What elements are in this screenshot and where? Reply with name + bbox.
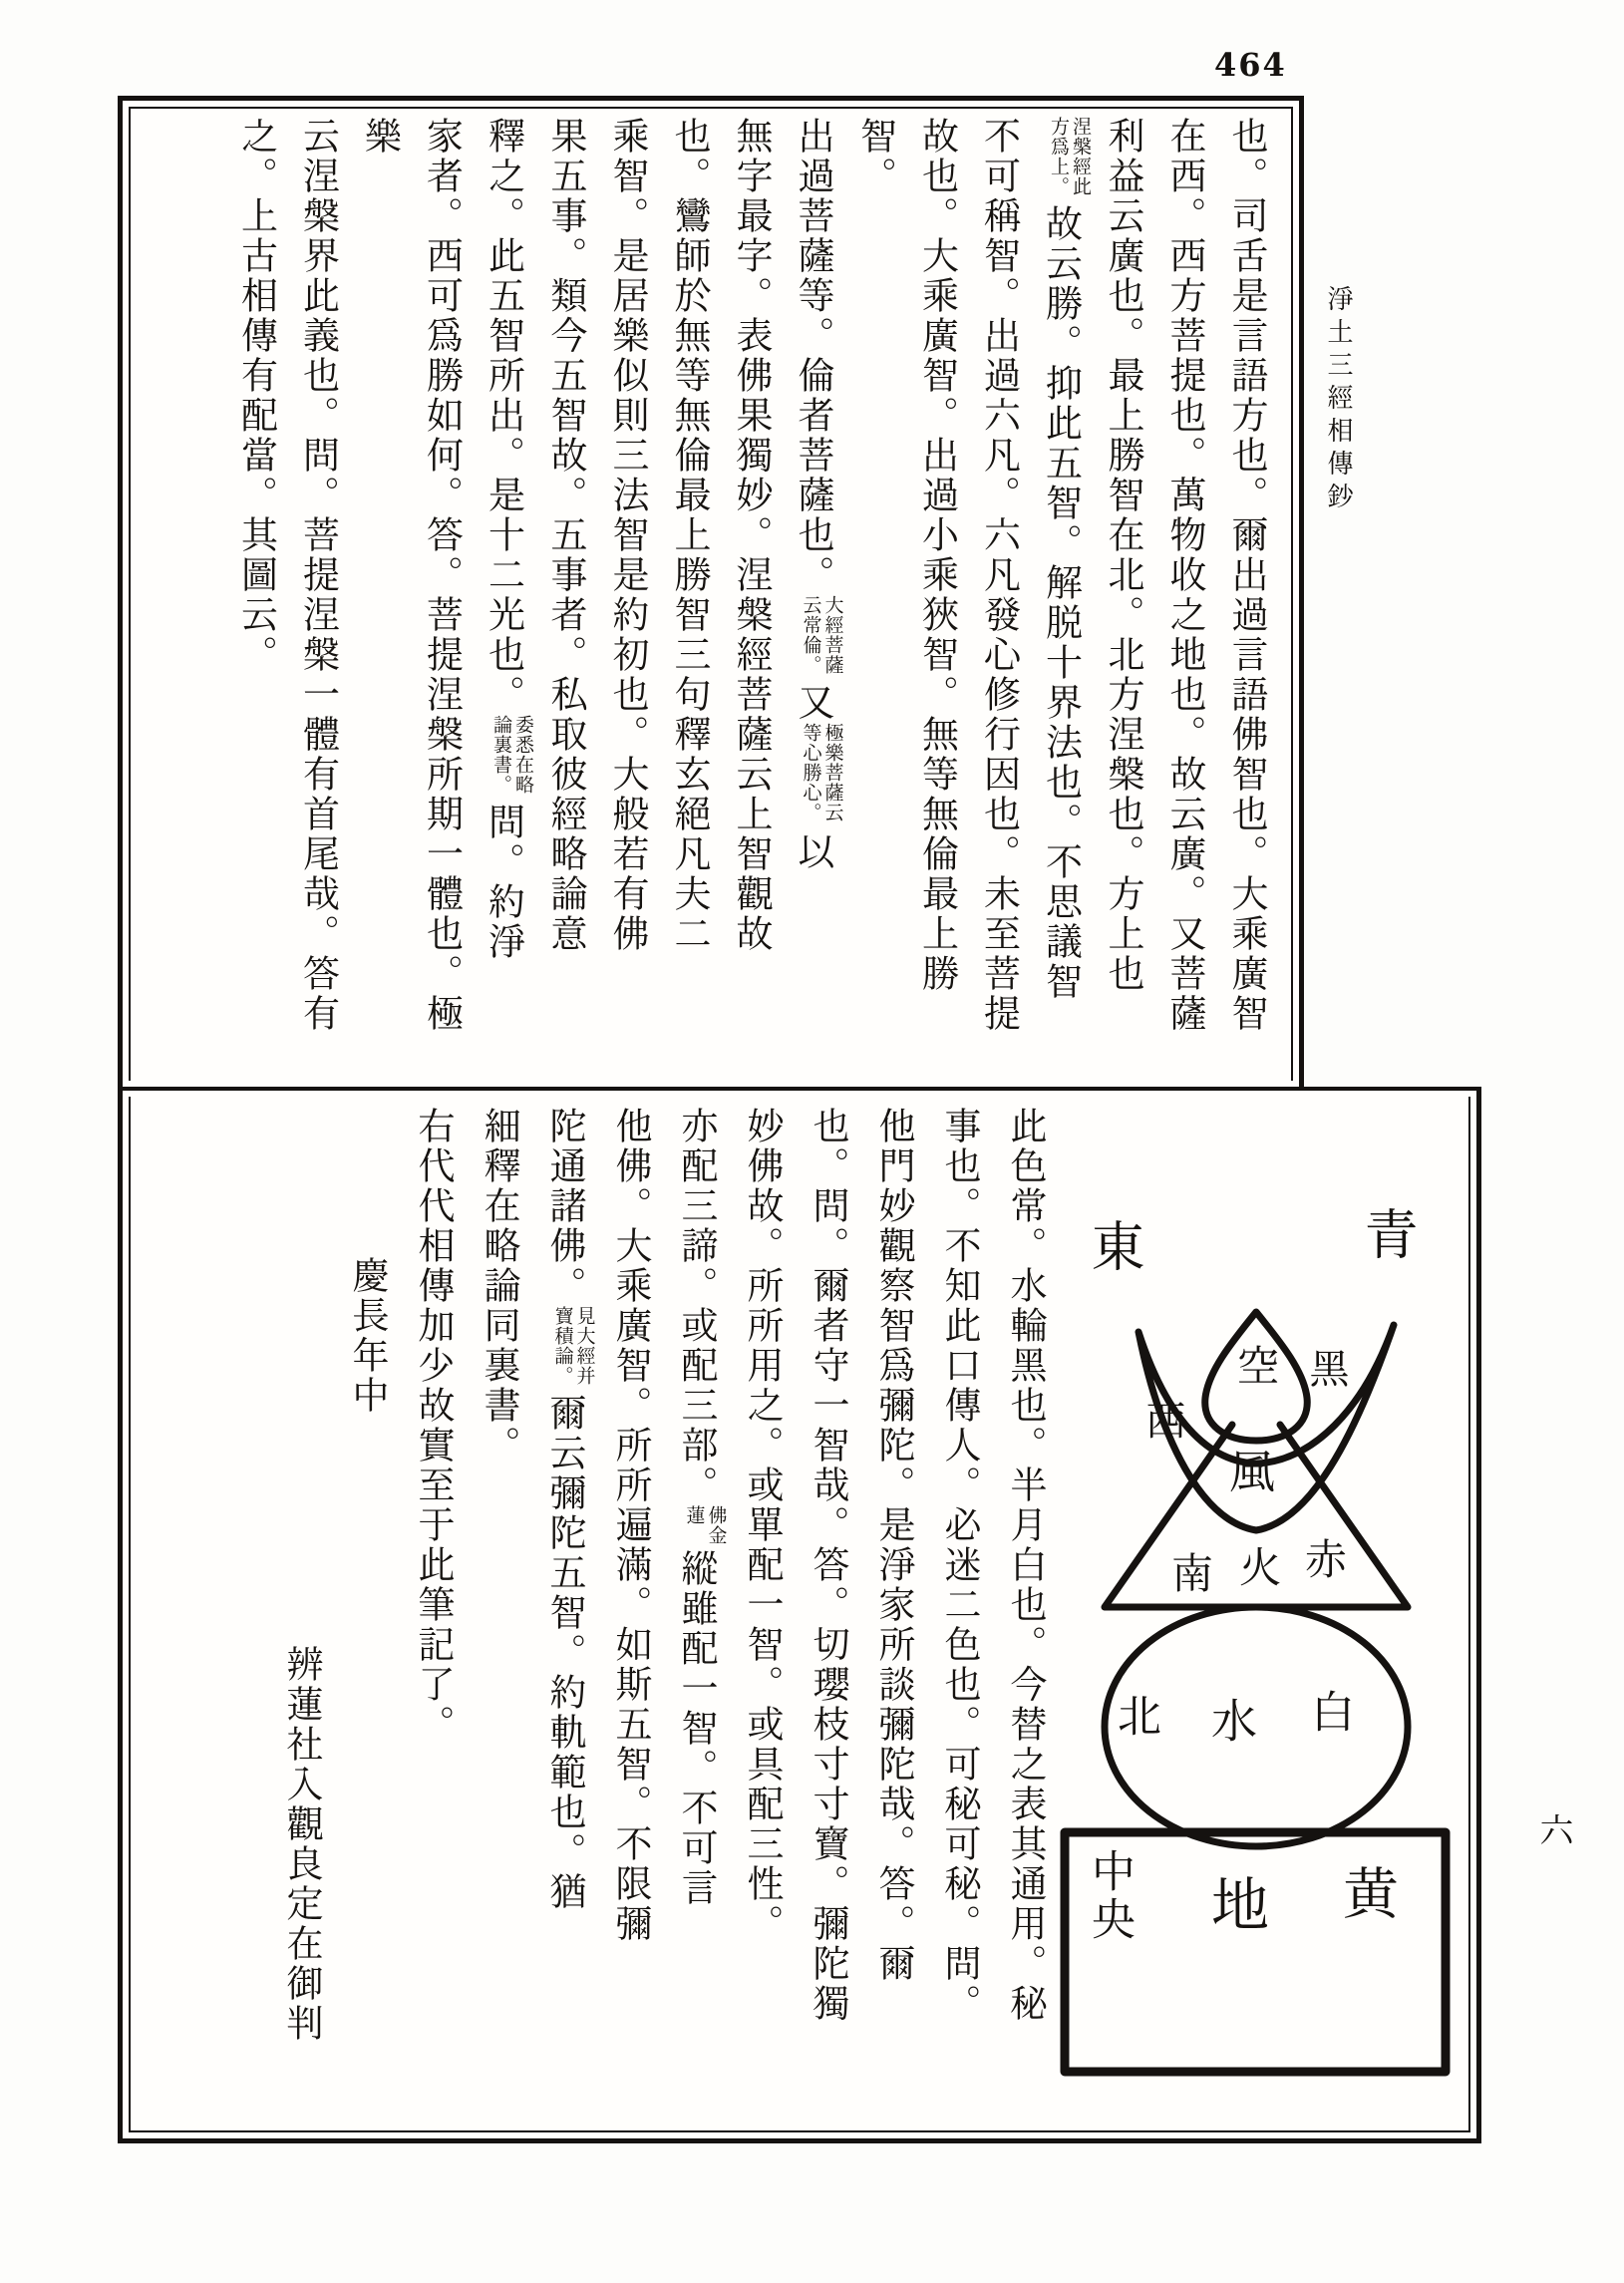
text-column <box>968 117 1030 1071</box>
label-center: 中央 <box>1084 1848 1135 1944</box>
label-earth: 地 <box>1201 1874 1269 1936</box>
text-column <box>287 117 349 1071</box>
column-text: 他佛。大乘廣智。所所遍滿。如斯五智。不限彌 <box>609 1107 652 1944</box>
text-column <box>225 117 287 1071</box>
text-column <box>268 1107 334 2122</box>
label-red: 赤 <box>1299 1537 1348 1583</box>
column-text: 也。司舌是言語方也。爾出過言語佛智也。大乘廣智 <box>1225 117 1268 1034</box>
label-south: 南 <box>1165 1551 1214 1597</box>
column-text: 縱雖配一智。不可言 <box>675 1549 718 1908</box>
label-void: 空 <box>1231 1344 1280 1390</box>
text-column <box>795 1107 860 2122</box>
column-text: 乘智。是居樂似則三法智是約初也。大般若有佛 <box>606 117 649 954</box>
label-black: 黑 <box>1303 1348 1349 1392</box>
column-text: 也。問。爾者守一智哉。答。切瓔枝寸寸寶。彌陀獨 <box>807 1107 849 2024</box>
text-column <box>597 1107 663 2122</box>
text-column <box>1092 117 1153 1071</box>
column-text: 利益云廣也。最上勝智在北。北方涅槃也。方上也 <box>1102 117 1144 994</box>
column-text: 事也。不知此口傳人。必迷二色也。可秘可秘。問。 <box>938 1107 981 2024</box>
interlinear-note: 佛金蓮 <box>683 1505 728 1545</box>
column-text: 辨蓮社入觀良定在御判 <box>280 1645 323 2044</box>
column-text: 之。上古相傳有配當。其圖云。 <box>234 117 278 675</box>
text-column <box>466 1107 531 2122</box>
label-yellow: 黄 <box>1334 1864 1399 1924</box>
column-text: 此色常。水輪黑也。半月白也。今替之表其通用。秘 <box>1004 1107 1047 2024</box>
text-column <box>349 117 473 1071</box>
text-column <box>844 117 968 1071</box>
text-column <box>720 117 782 1071</box>
column-text: 他門妙觀察智爲彌陀。是淨家所談彌陀哉。答。爾 <box>872 1107 915 1984</box>
column-text: 又 <box>792 683 834 723</box>
label-white: 白 <box>1303 1689 1354 1737</box>
interlinear-note: 極樂菩薩云等心勝心。 <box>800 723 844 822</box>
interlinear-note: 委悉在略論裏書。 <box>490 715 534 795</box>
text-column <box>860 1107 926 2122</box>
text-column <box>534 117 596 1071</box>
column-text: 亦配三諦。或配三部。 <box>675 1107 718 1505</box>
column-text: 釋之。此五智所出。是十二光也。 <box>482 117 525 715</box>
interlinear-note: 涅槃經此方爲上。 <box>1048 117 1092 196</box>
text-column <box>926 1107 992 2122</box>
text-column <box>729 1107 795 2122</box>
column-text: 故云勝。抑此五智。解脱十界法也。不思議智 <box>1039 204 1083 1002</box>
label-blue: 青 <box>1356 1206 1419 1264</box>
upper-text-frame <box>118 96 1304 1087</box>
interlinear-note: 大經菩薩云常倫。 <box>800 595 844 675</box>
column-text: 故也。大乘廣智。出過小乘狹智。無等無倫最上勝智。 <box>853 117 959 994</box>
text-column <box>1215 117 1277 1071</box>
column-text: 右代代相傳加少故實至于此筆記了。 <box>412 1107 455 1745</box>
column-text: 爾云彌陀五智。約軌範也。猶 <box>543 1394 586 1912</box>
label-east: 東 <box>1083 1218 1145 1276</box>
margin-title: 淨土三經相傳鈔 <box>1323 285 1353 515</box>
five-elements-diagram <box>1043 1101 1466 2137</box>
text-column <box>658 117 720 1071</box>
text-column <box>596 117 658 1071</box>
column-text: 細釋在略論同裏書。 <box>478 1107 520 1466</box>
column-text: 家者。西可爲勝如何。答。菩提涅槃所期一體也。極樂 <box>358 117 464 1034</box>
column-text: 以 <box>792 832 834 872</box>
page-number: 464 <box>1214 46 1287 84</box>
column-text: 問。約淨 <box>482 803 525 962</box>
text-column <box>531 1107 597 2122</box>
text-column <box>400 1107 466 2122</box>
column-text: 陀通諸佛。 <box>543 1107 586 1306</box>
column-text: 不可稱智。出過六凡。六凡發心修行因也。未至菩提 <box>977 117 1021 1034</box>
column-text: 無字最字。表佛果獨妙。涅槃經菩薩云上智觀故 <box>730 117 773 954</box>
column-text: 妙佛故。所所用之。或單配一智。或具配三性。 <box>741 1107 784 1944</box>
column-text: 也。鸞師於無等無倫最上勝智三句釋玄絕凡夫二 <box>668 117 711 954</box>
label-west: 西 <box>1139 1400 1185 1444</box>
label-wind: 風 <box>1222 1448 1276 1497</box>
column-text: 在西。西方菩提也。萬物收之地也。故云廣。又菩薩 <box>1163 117 1206 1034</box>
text-column <box>1153 117 1215 1071</box>
lower-text-columns <box>139 1107 1058 2122</box>
column-text: 云涅槃界此義也。問。菩提涅槃一體有首尾哉。答有 <box>296 117 340 1034</box>
text-column <box>1030 117 1093 1071</box>
text-column <box>663 1107 729 2122</box>
interlinear-note: 見大經并寶積論。 <box>551 1306 596 1386</box>
label-north: 北 <box>1110 1693 1160 1741</box>
leaf-number: 六 <box>1533 1812 1573 1846</box>
upper-text-columns <box>145 117 1277 1071</box>
column-text: 果五事。類今五智故。五事者。私取彼經略論意 <box>544 117 587 954</box>
text-column <box>473 117 535 1071</box>
label-water: 水 <box>1204 1697 1258 1747</box>
text-column <box>782 117 844 1071</box>
lower-text-frame <box>118 1087 1481 2143</box>
text-column <box>334 1107 400 2122</box>
label-fire: 火 <box>1233 1545 1282 1591</box>
column-text: 慶長年中 <box>346 1256 389 1416</box>
column-text: 出過菩薩等。倫者菩薩也。 <box>792 117 834 595</box>
